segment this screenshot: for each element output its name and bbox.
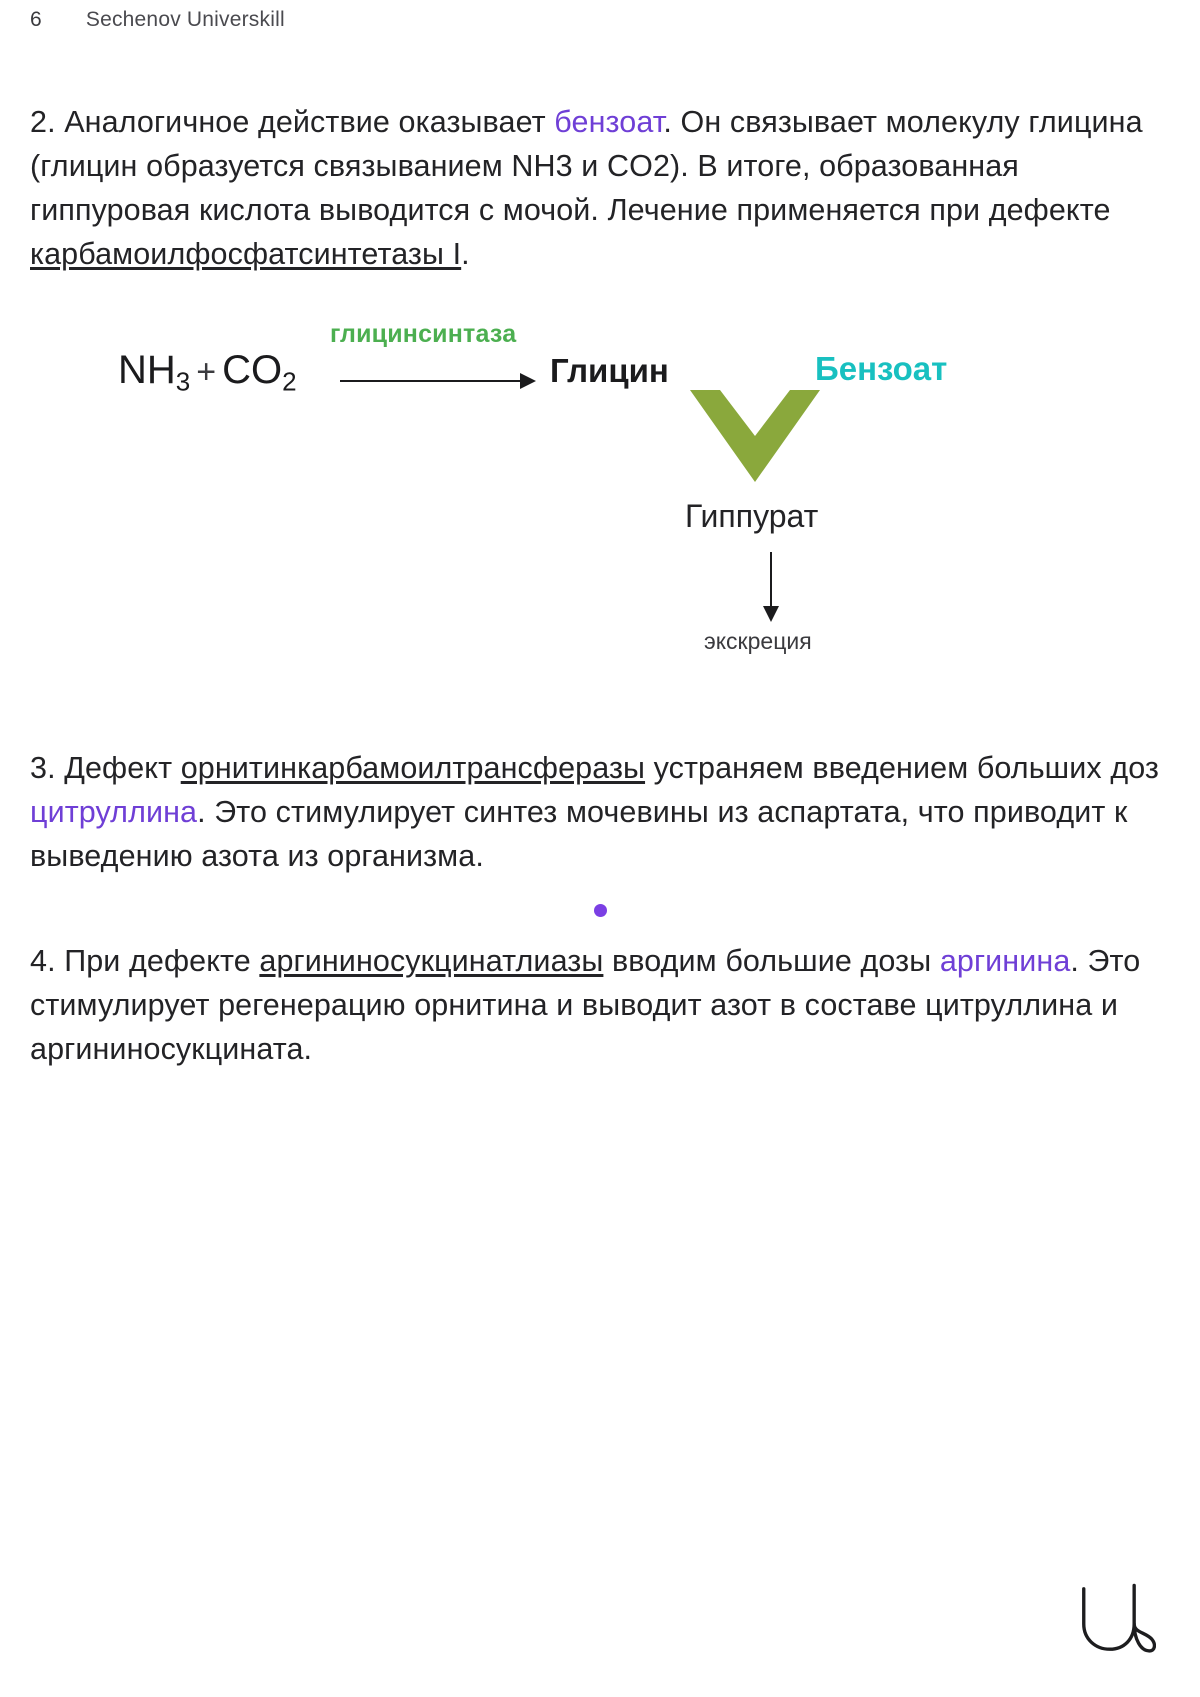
paragraph-4-term-asl: аргининосукцинатлиазы (259, 944, 604, 978)
universkill-logo-icon (1072, 1577, 1156, 1661)
paragraph-2-term-cps1: карбамоилфосфатсинтетазы I (30, 237, 462, 271)
document-title: Sechenov Universkill (85, 8, 285, 31)
product-hippurate: Гиппурат (685, 498, 819, 534)
plus-sign: + (196, 353, 217, 391)
enzyme-label-glycine-synthase: глицинсинтаза (330, 320, 517, 348)
excretion-arrow-icon (761, 552, 781, 624)
page-number: 6 (30, 8, 42, 31)
section-divider (30, 904, 1170, 917)
paragraph-2 (30, 100, 1170, 276)
paragraph-3-term-citrulline: цитруллина (30, 795, 198, 829)
paragraph-2-lead: 2. Аналогичное действие оказывает (30, 105, 555, 139)
paragraph-2-mid: . Он связывает молекулу глицина (глицин образуется связыванием NH3 и CO2). В итоге, образованная гиппуровая кислота выводится с мочой. Лечение применяется при дефекте (30, 105, 1143, 227)
page-header (30, 8, 285, 32)
substrate-co2: $CO_2$ (222, 348, 297, 397)
paragraph-3-mid: устраняем введением больших доз (645, 751, 1160, 785)
paragraph-4 (30, 939, 1170, 1071)
paragraph-4-lead: 4. При дефекте (30, 944, 260, 978)
paragraph-3-term-otc: орнитинкарбамоилтрансферазы (180, 751, 646, 785)
paragraph-3-tail: . Это стимулирует синтез мочевины из аспартата, что приводит к выведению азота из организма. (30, 795, 1128, 873)
paragraph-4-tail: . Это стимулирует регенерацию орнитина и выводит азот в составе цитруллина и аргининосукцината. (30, 944, 1141, 1066)
product-glycine: Глицин (550, 352, 669, 389)
reagent-benzoate: Бензоат (815, 350, 948, 387)
paragraph-4-mid: вводим большие дозы (603, 944, 940, 978)
paragraph-3-lead: 3. Дефект (30, 751, 181, 785)
converging-v-arrow-icon (690, 390, 820, 490)
bullet-dot-icon (594, 904, 607, 917)
substrate-nh3: $NH_3$ (118, 348, 191, 397)
reaction-scheme (30, 320, 1170, 700)
document-body (30, 100, 1170, 1071)
reaction-arrow-icon (340, 372, 540, 390)
label-excretion: экскреция (704, 628, 812, 654)
paragraph-4-term-arginine: аргинина (939, 944, 1071, 978)
scheme-substrates (118, 348, 297, 397)
paragraph-2-tail: . (461, 237, 470, 271)
paragraph-3 (30, 746, 1170, 878)
paragraph-2-term-benzoate: бензоат (554, 105, 664, 139)
